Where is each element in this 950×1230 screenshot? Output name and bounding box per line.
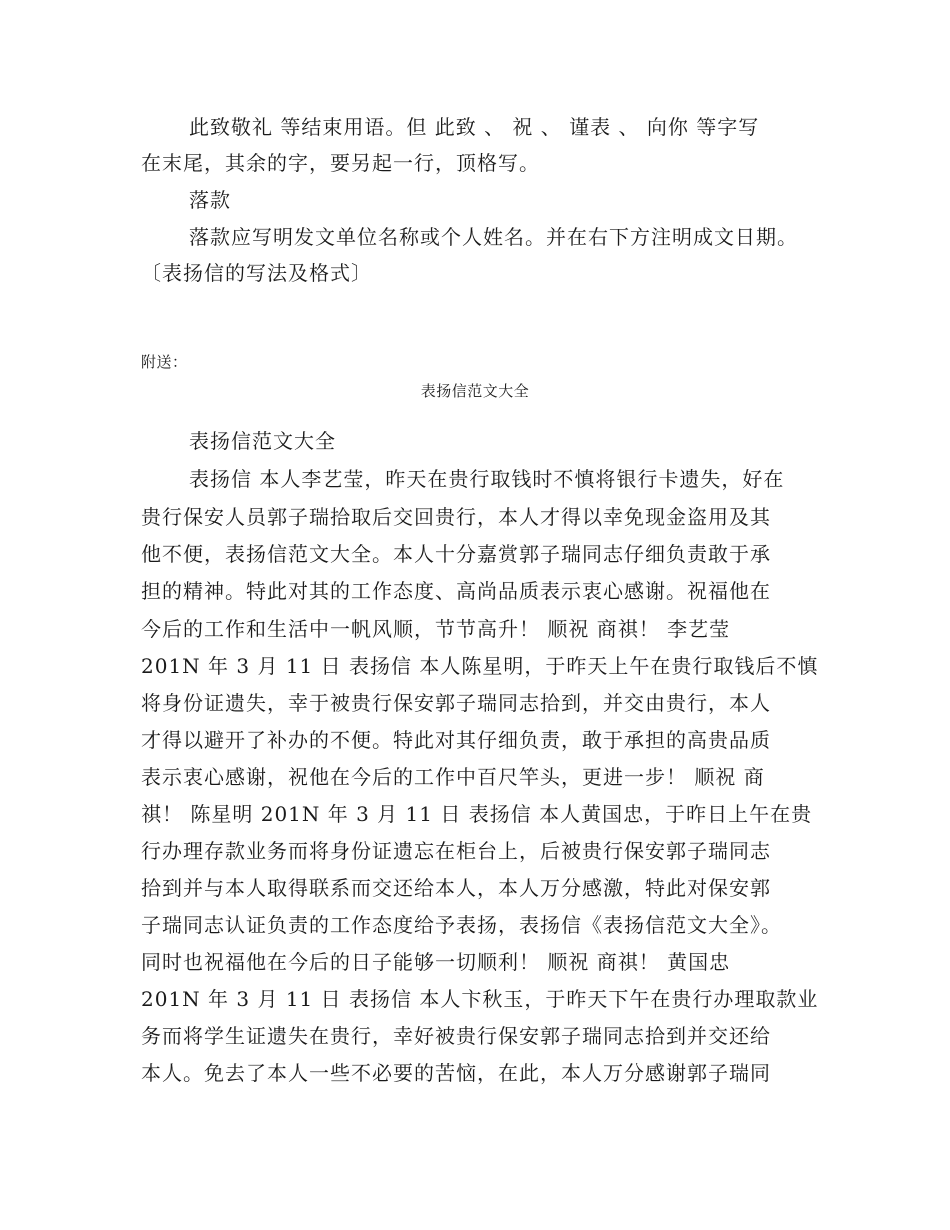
closing-usage-line-2: 在末尾，其余的字，要另起一行，顶格写。 [141,151,540,175]
body-line: 才得以避开了补办的不便。特此对其仔细负责，敢于承担的高贵品质 [141,728,771,752]
body-line: 祺！ 陈星明 201N 年 3 月 11 日 表扬信 本人黄国忠，于昨日上午在贵 [141,802,813,826]
body-line: 将身份证遗失，幸于被贵行保安郭子瑞同志拾到，并交由贵行，本人 [141,691,771,715]
closing-usage-line-1: 此致敬礼 等结束用语。但 此致 、 祝 、 谨表 、 向你 等字写 [189,115,760,139]
signature-paragraph-line-1: 落款应写明发文单位名称或个人姓名。并在右下方注明成文日期。 [189,225,798,249]
signature-heading: 落款 [189,188,231,212]
body-line: 担的精神。特此对其的工作态度、高尚品质表示衷心感谢。祝福他在 [141,579,771,603]
body-line: 拾到并与本人取得联系而交还给本人，本人万分感激，特此对保安郭 [141,876,771,900]
body-line: 务而将学生证遗失在贵行，幸好被贵行保安郭子瑞同志拾到并交还给 [141,1024,771,1048]
signature-paragraph-line-2: 〔表扬信的写法及格式〕 [141,261,372,285]
body-line: 今后的工作和生活中一帆风顺，节节高升！ 顺祝 商祺！ 李艺莹 [141,617,731,641]
body-line: 表扬信 本人李艺莹，昨天在贵行取钱时不慎将银行卡遗失，好在 [189,467,785,491]
body-line: 201N 年 3 月 11 日 表扬信 本人卞秋玉，于昨天下午在贵行办理取款业 [141,987,819,1011]
body-line: 子瑞同志认证负责的工作态度给予表扬，表扬信《表扬信范文大全》。 [141,913,782,937]
body-line: 贵行保安人员郭子瑞拾取后交回贵行，本人才得以幸免现金盗用及其 [141,505,771,529]
appendix-title: 表扬信范文大全 [420,382,530,400]
body-line: 行办理存款业务而将身份证遗忘在柜台上，后被贵行保安郭子瑞同志 [141,839,771,863]
section-heading: 表扬信范文大全 [189,429,336,453]
appendix-label: 附送： [141,353,188,371]
body-line: 本人。免去了本人一些不必要的苦恼，在此，本人万分感谢郭子瑞同 [141,1061,771,1085]
body-line: 201N 年 3 月 11 日 表扬信 本人陈星明，于昨天上午在贵行取钱后不慎 [141,654,819,678]
body-line: 同时也祝福他在今后的日子能够一切顺利！ 顺祝 商祺！ 黄国忠 [141,950,731,974]
body-line: 他不便，表扬信范文大全。本人十分嘉赏郭子瑞同志仔细负责敢于承 [141,542,771,566]
body-line: 表示衷心感谢，祝他在今后的工作中百尺竿头，更进一步！ 顺祝 商 [141,765,765,789]
